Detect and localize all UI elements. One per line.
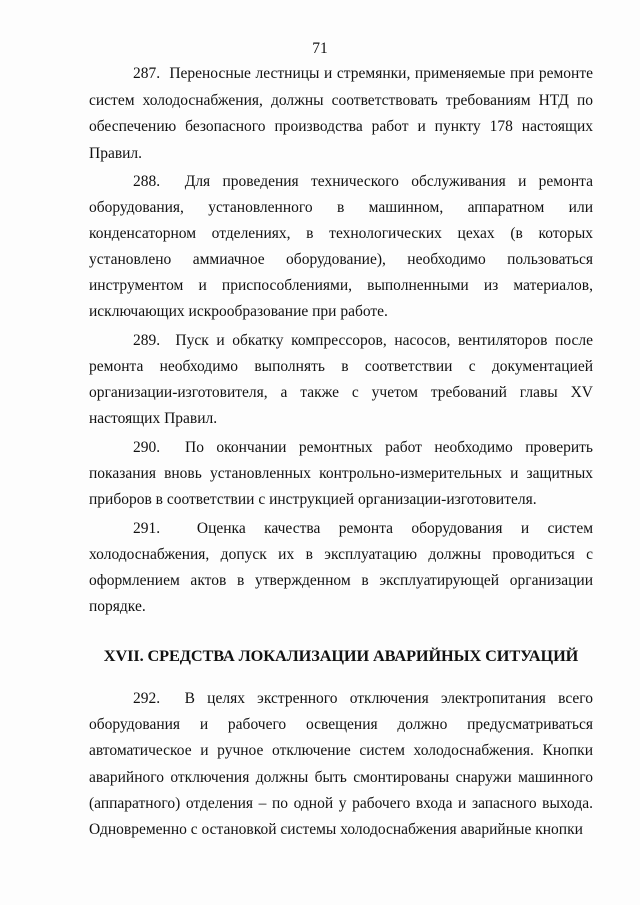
paragraph-number: 291.: [133, 520, 161, 537]
paragraph-text: По окончании ремонтных работ необходимо проверить показания вновь установленных контрольно-измерительных и защитных приборов в соответствии с инструкцией организации-изготовителя.: [89, 439, 593, 508]
paragraph-291: [89, 516, 593, 620]
paragraph-289: [89, 328, 593, 432]
section-heading: XVII. СРЕДСТВА ЛОКАЛИЗАЦИИ АВАРИЙНЫХ СИТУАЦИЙ: [103, 646, 579, 665]
paragraph-number: 290.: [133, 439, 161, 456]
paragraph-number: 292.: [133, 690, 161, 707]
paragraph-292: [89, 686, 593, 843]
page-number: 71: [312, 40, 328, 57]
paragraph-text: Переносные лестницы и стремянки, применяемые при ремонте систем холодоснабжения, должны соответствовать требованиям НТД по обеспечению безопасного производства работ и пункту 178 настоящих Правил.: [89, 65, 594, 162]
paragraph-text: Оценка качества ремонта оборудования и систем холодоснабжения, допуск их в эксплуатацию должны проводиться с оформлением актов в утвержденном в эксплуатирующей организации порядке.: [89, 520, 594, 615]
paragraph-text: В целях экстренного отключения электропитания всего оборудования и рабочего освещения должно предусматриваться автоматическое и ручное отключение систем холодоснабжения. Кнопки аварийного отключения должны быть смонтированы снаружи машинного (аппаратного) отделения – по одной у рабочего входа и запасного выхода. Одновременно с остановкой системы холодоснабжения аварийные кнопки: [89, 690, 593, 839]
paragraph-text: Пуск и обкатку компрессоров, насосов, вентиляторов после ремонта необходимо выполнять в соответствии с документацией организации-изготовителя, а также с учетом требований главы XV настоящих Правил.: [89, 332, 594, 427]
paragraph-text: Для проведения технического обслуживания и ремонта оборудования, установленного в машинном, аппаратном или конденсаторном отделениях, в технологических цехах (в которых установлено аммиачное оборудование), необходимо пользоваться инструментом и приспособлениями, выполненными из материалов, исключающих искрообразование при работе.: [89, 173, 594, 320]
paragraph-288: [89, 169, 593, 325]
paragraph-number: 289.: [133, 332, 161, 349]
paragraph-287: [89, 61, 593, 167]
paragraph-number: 287.: [133, 65, 161, 82]
document-body: [89, 61, 593, 843]
paragraph-290: [89, 435, 593, 513]
paragraph-number: 288.: [133, 173, 161, 190]
